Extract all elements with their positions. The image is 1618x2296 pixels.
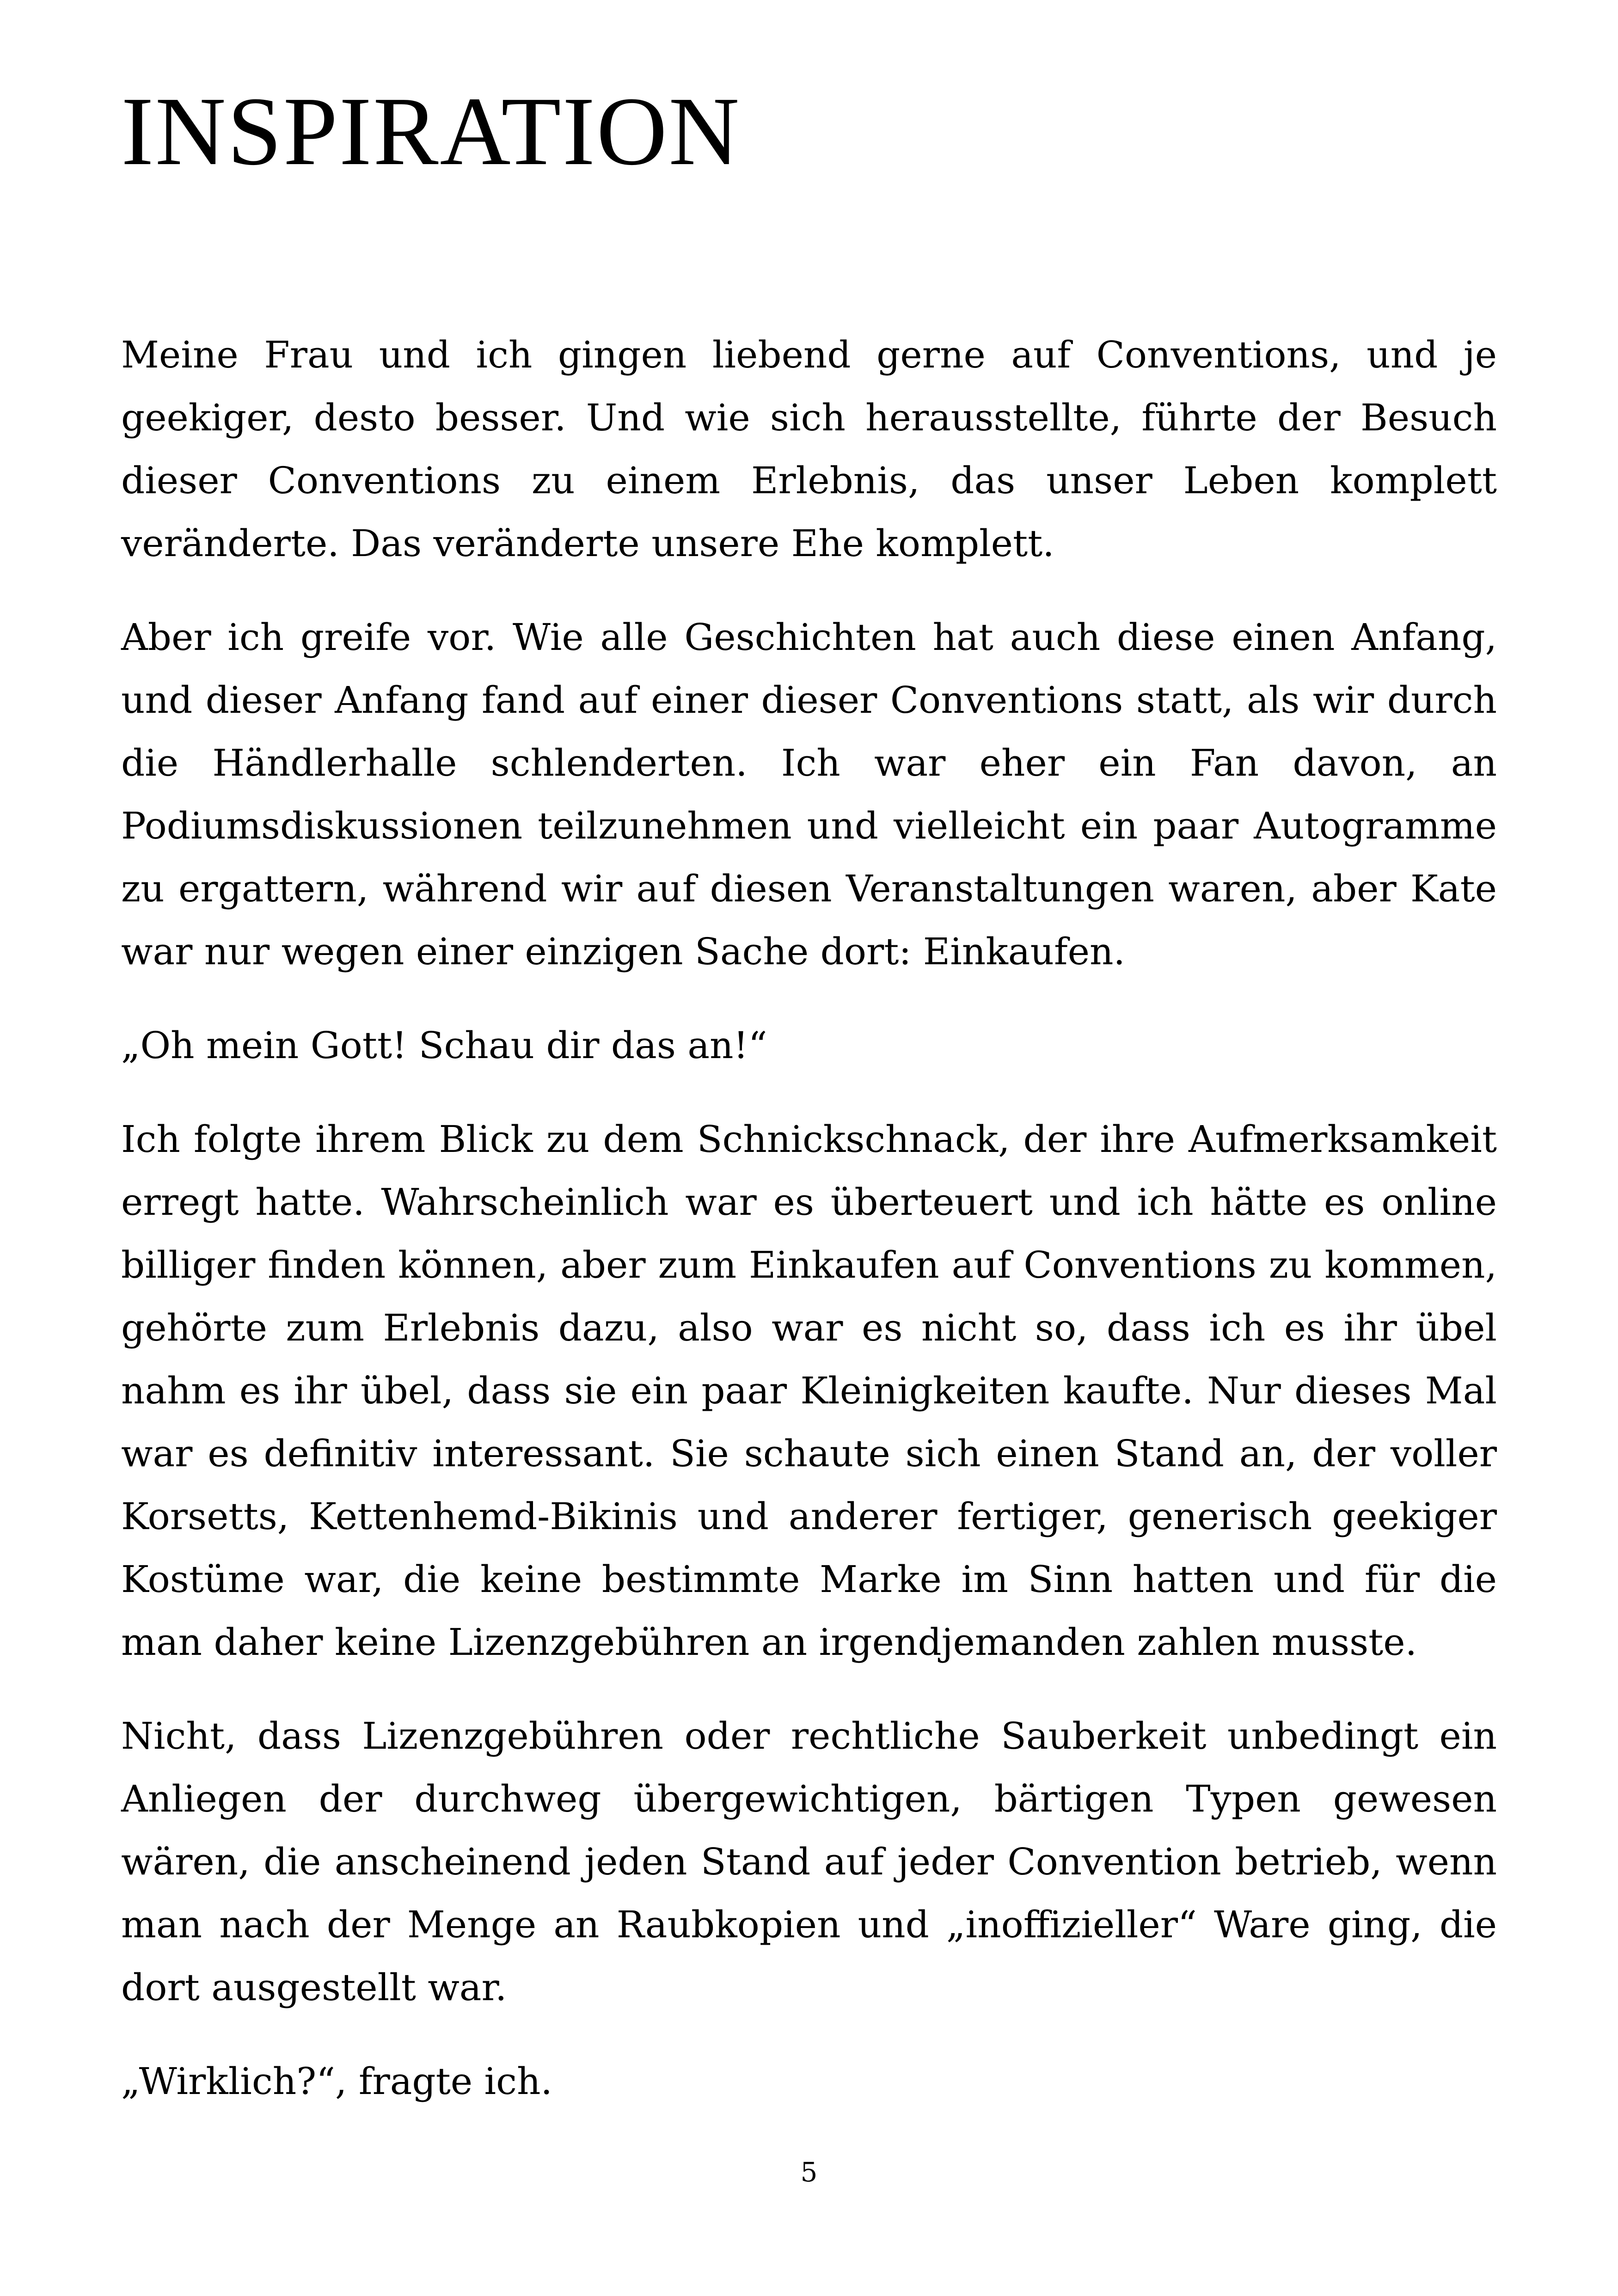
paragraph: Aber ich greife vor. Wie alle Geschichten hat auch diese einen Anfang, und dieser Anfang fand auf einer dieser Conventions statt, als wir durch die Händlerhalle schlenderten. Ich war eher ein Fan davon, an Podiumsdiskussionen teilzunehmen und vielleicht ein paar Autogramme zu ergattern, während wir auf diesen Veranstaltungen waren, aber Kate war nur wegen einer einzigen Sache dort: Einkaufen. <box>121 616 1497 973</box>
paragraph: „Wirklich?“, fragte ich. <box>121 2060 552 2103</box>
body-text <box>121 324 1497 2144</box>
chapter-title: INSPIRATION <box>121 77 741 185</box>
paragraph: Ich folgte ihrem Blick zu dem Schnickschnack, der ihre Aufmerksamkeit erregt hatte. Wahrscheinlich war es überteuert und ich hätte es online billiger finden können, aber zum Einkaufen auf Conventions zu kommen, gehörte zum Erlebnis dazu, also war es nicht so, dass ich es ihr übel nahm es ihr übel, dass sie ein paar Kleinigkeiten kaufte. Nur dieses Mal war es definitiv interessant. Sie schaute sich einen Stand an, der voller Korsetts, Kettenhemd-Bikinis und anderer fertiger, generisch geekiger Kostüme war, die keine bestimmte Marke im Sinn hatten und für die man daher keine Lizenzgebühren an irgendjemanden zahlen musste. <box>121 1118 1497 1664</box>
page-number: 5 <box>800 2156 818 2188</box>
paragraph: Meine Frau und ich gingen liebend gerne auf Conventions, und je geekiger, desto besser. Und wie sich herausstellte, führte der Besuch dieser Conventions zu einem Erlebnis, das unser Leben komplett veränderte. Das veränderte unsere Ehe komplett. <box>121 333 1497 565</box>
paragraph: „Oh mein Gott! Schau dir das an!“ <box>121 1024 767 1067</box>
paragraph: Nicht, dass Lizenzgebühren oder rechtliche Sauberkeit unbedingt ein Anliegen der durchweg übergewichtigen, bärtigen Typen gewesen wären, die anscheinend jeden Stand auf jeder Convention betrieb, wenn man nach der Menge an Raubkopien und „inoffizieller“ Ware ging, die dort ausgestellt war. <box>121 1714 1497 2009</box>
